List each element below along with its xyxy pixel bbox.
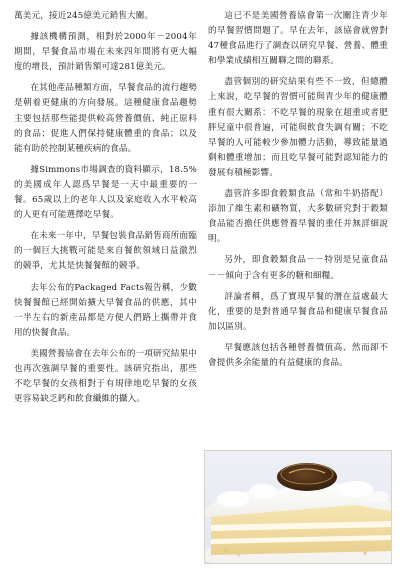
paragraph: 在未來一年中，早餐包裝食品銷售商所面臨的一個巨大挑戰可能是來自餐飲領域日益激烈的競爭，尤其是快餐餐館的競爭。 [14,231,197,272]
paragraph: 據Simmons市場調查的資料顯示，18.5%的美國成年人認爲早餐是一天中最重要的一餐。65歲以上的老年人以及家庭收入水平較高的人更有可能選擇吃早餐。 [14,164,197,221]
paragraph: 另外，即食穀類食品－－特別是兒童食品－－傾向于含有更多的糖和細糧。 [208,255,388,281]
right-column [208,9,388,371]
paragraph: 在其他產品種類方面，早餐食品的流行趨勢是朝着更健康的方向發展。這種健康食品趨勢主要包括那些能提供較高營養價值、純正原料的食品；促進人們保持健康體重的食品；以及能有助於控制某種疾病的食品。 [14,83,197,154]
paragraph: 據該機構預測，相對於2000年－2004年期間，早餐食品市場在未來四年間將有更大幅度的增長，預計銷售額可達281億美元。 [14,32,197,73]
paragraph: 早餐應該包括各種營養價值高、然而卻不會提供多余能量的有益健康的食品。 [208,342,388,368]
paragraph: 去年公布的Packaged Facts報告稱，少數快餐餐館已經開始擴大早餐食品的供應，其中一半左右的新產品都是方便人們路上攜帶并食用的快餐食品。 [14,282,197,338]
cake-photo [204,450,392,564]
paragraph: 美國營養協會在去年公布的一項研究結果中也再次強調早餐的重要性。該研究指出，那些不吃早餐的女孩相對于有規律地吃早餐的女孩更容易缺乏鈣和飲食纖維的攝入。 [14,348,197,405]
paragraph: 萬美元，接近245億美元銷售大關。 [14,11,154,21]
paragraph: 盡管許多即食穀類食品（常和牛奶搭配）添加了維生素和礦物質，大多數研究對于穀類食品能否擔任供應營養早餐的重任并無詳細說明。 [208,189,388,245]
paragraph: 這已不是美國營養協會第一次關注青少年的早餐習慣問題了。早在去年，該協會就曾對47種食品進行了調查以研究早餐、營養、體重和學業成績相互關聯之間的聯系。 [208,11,388,67]
paragraph: 盡管個別的研究結果有些不一致，但總體上來說，吃早餐的習慣可能與青少年的健康體重有很大關系：不吃早餐的現象在超重或者肥胖兒童中很普遍，可能與飲食失調有關；不吃早餐的人可能較少參加體力活動，導致能量過剩和體重增加；而且吃早餐可能對認知能力的發展有積極影響。 [208,77,388,178]
cake-illustration [205,451,391,563]
left-column [14,9,197,407]
paragraph: 評論者稱，爲了實現早餐的潛在益處最大化，重要的是對普通早餐食品和健康早餐食品加以區別。 [208,291,388,332]
